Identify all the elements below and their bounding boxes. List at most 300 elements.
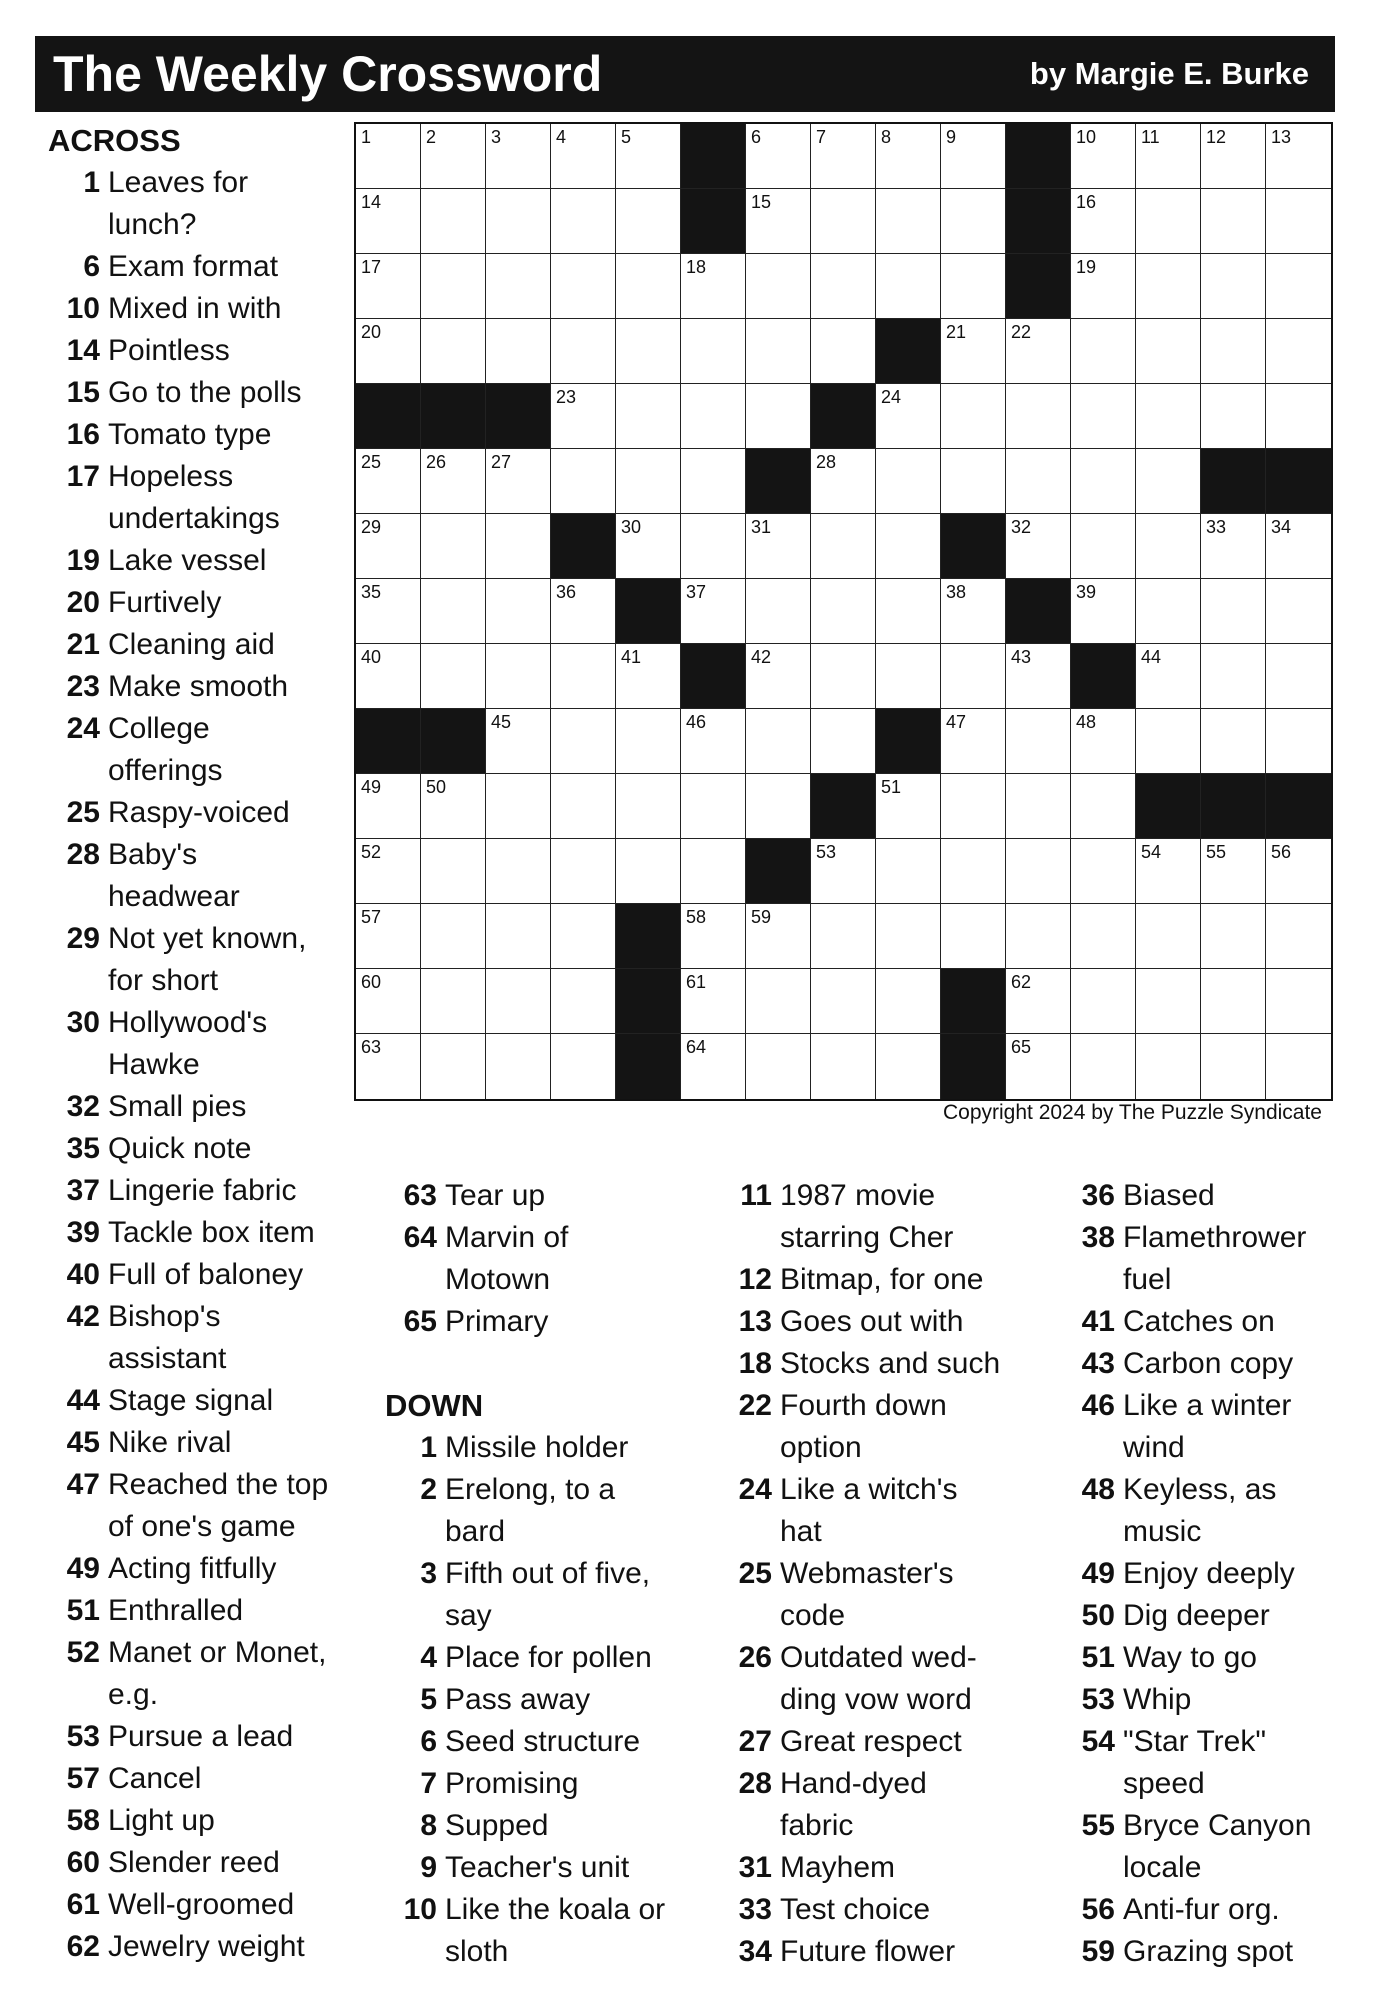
clue-line [48,1422,358,1464]
clue-column-2 [385,1175,705,1973]
black-square [616,1034,681,1099]
grid-cell[interactable] [551,254,616,319]
grid-cell[interactable] [1266,124,1331,189]
grid-cell[interactable] [551,644,616,709]
cell-number: 39 [1076,582,1097,602]
clue-number [48,750,108,792]
grid-cell[interactable] [1266,319,1331,384]
clue-text: Outdated wed- [780,1641,977,1674]
grid-cell[interactable] [746,254,811,319]
cell-number: 36 [556,582,577,602]
grid-cell[interactable] [941,839,1006,904]
clue-line [48,1002,358,1044]
clue-line [385,1427,705,1469]
cell-number: 31 [751,517,772,537]
grid-cell[interactable] [421,449,486,514]
grid-cell[interactable] [616,839,681,904]
grid-cell[interactable] [681,709,746,774]
grid-cell[interactable] [1006,774,1071,839]
clue-line [720,1889,1050,1931]
grid-cell[interactable] [1201,514,1266,579]
clue-number: 4 [420,1641,437,1674]
clue-number [1063,1763,1123,1805]
grid-cell[interactable] [1006,1034,1071,1099]
grid-cell[interactable] [356,514,421,579]
grid-cell[interactable] [681,904,746,969]
grid-cell[interactable] [1201,124,1266,189]
grid-cell[interactable] [421,514,486,579]
grid-cell[interactable] [356,644,421,709]
clue-number: 54 [1081,1725,1115,1758]
clue-text: fuel [1123,1263,1172,1296]
cell-number: 21 [946,322,967,342]
grid-cell[interactable] [1006,644,1071,709]
clue-text: e.g. [108,1678,159,1711]
cell-number: 52 [361,842,382,862]
grid-cell[interactable] [811,644,876,709]
clue-line [385,1679,705,1721]
grid-cell[interactable] [421,579,486,644]
clue-line [720,1511,1050,1553]
grid-cell[interactable] [551,579,616,644]
grid-cell[interactable] [551,449,616,514]
grid-cell[interactable] [746,384,811,449]
grid-cell[interactable] [486,254,551,319]
grid-cell[interactable] [811,969,876,1034]
grid-cell[interactable] [1266,514,1331,579]
grid-cell[interactable] [941,644,1006,709]
grid-cell[interactable] [421,124,486,189]
grid-cell[interactable] [876,1034,941,1099]
clue-text: Seed structure [445,1725,641,1758]
grid-cell[interactable] [616,644,681,709]
grid-cell[interactable] [1071,514,1136,579]
grid-cell[interactable] [1266,384,1331,449]
clue-number: 25 [66,796,100,829]
grid-cell[interactable] [876,189,941,254]
grid-cell[interactable] [551,904,616,969]
grid-cell[interactable] [1006,384,1071,449]
clue-line [48,1506,358,1548]
clue-text: Hawke [108,1048,200,1081]
grid-cell[interactable] [876,514,941,579]
clue-text: Erelong, to a [445,1473,616,1506]
grid-cell[interactable] [616,189,681,254]
grid-cell[interactable] [421,774,486,839]
grid-cell[interactable] [746,319,811,384]
grid-cell[interactable] [941,384,1006,449]
grid-cell[interactable] [746,579,811,644]
grid-cell[interactable] [1006,904,1071,969]
cell-number: 43 [1011,647,1032,667]
clue-line [48,162,358,204]
grid-cell[interactable] [811,1034,876,1099]
grid-cell[interactable] [1071,709,1136,774]
grid-cell[interactable] [356,124,421,189]
grid-cell[interactable] [486,709,551,774]
clue-line [385,1301,705,1343]
grid-cell[interactable] [356,189,421,254]
clue-text: Go to the polls [108,376,302,409]
grid-cell[interactable] [486,774,551,839]
grid-cell[interactable] [486,839,551,904]
grid-cell[interactable] [1201,904,1266,969]
grid-cell[interactable] [1266,254,1331,319]
clue-number: 64 [403,1221,437,1254]
clue-text: Webmaster's [780,1557,954,1590]
grid-cell[interactable] [1071,384,1136,449]
clue-line [48,540,358,582]
cell-number: 50 [426,777,447,797]
clue-text: Tear up [445,1179,546,1212]
grid-cell[interactable] [1071,124,1136,189]
grid-cell[interactable] [551,384,616,449]
grid-cell[interactable] [1266,839,1331,904]
clue-line [48,1170,358,1212]
clue-line [1063,1889,1363,1931]
grid-cell[interactable] [681,774,746,839]
cell-number: 65 [1011,1037,1032,1057]
clue-number: 39 [66,1216,100,1249]
grid-cell[interactable] [1266,904,1331,969]
grid-cell[interactable] [1071,904,1136,969]
grid-cell[interactable] [421,969,486,1034]
grid-cell[interactable] [746,969,811,1034]
black-square [1071,644,1136,709]
cell-number: 15 [751,192,772,212]
grid-cell[interactable] [876,124,941,189]
grid-cell[interactable] [1136,124,1201,189]
grid-cell[interactable] [486,189,551,254]
grid-cell[interactable] [876,449,941,514]
cell-number: 47 [946,712,967,732]
grid-cell[interactable] [551,709,616,774]
grid-cell[interactable] [876,969,941,1034]
black-square [421,709,486,774]
grid-cell[interactable] [876,839,941,904]
grid-cell[interactable] [681,449,746,514]
crossword-grid [354,122,1333,1101]
grid-cell[interactable] [811,839,876,904]
clue-number: 53 [66,1720,100,1753]
grid-cell[interactable] [941,254,1006,319]
grid-cell[interactable] [421,319,486,384]
grid-cell[interactable] [356,254,421,319]
grid-cell[interactable] [486,514,551,579]
grid-cell[interactable] [1201,644,1266,709]
grid-cell[interactable] [1266,709,1331,774]
grid-cell[interactable] [1071,969,1136,1034]
grid-cell[interactable] [616,709,681,774]
grid-cell[interactable] [356,1034,421,1099]
clue-line [48,666,358,708]
grid-cell[interactable] [1136,449,1201,514]
clue-number [720,1595,780,1637]
clue-text: Fourth down [780,1389,947,1422]
clue-number: 36 [1081,1179,1115,1212]
grid-cell[interactable] [616,319,681,384]
grid-cell[interactable] [941,189,1006,254]
grid-cell[interactable] [811,319,876,384]
grid-cell[interactable] [811,579,876,644]
clue-text: hat [780,1515,822,1548]
grid-cell[interactable] [1136,644,1201,709]
grid-cell[interactable] [1006,969,1071,1034]
clue-text: music [1123,1515,1202,1548]
grid-cell[interactable] [1201,709,1266,774]
grid-cell[interactable] [356,449,421,514]
grid-cell[interactable] [551,319,616,384]
grid-cell[interactable] [876,774,941,839]
grid-cell[interactable] [486,449,551,514]
grid-cell[interactable] [876,254,941,319]
clue-number: 29 [66,922,100,955]
grid-cell[interactable] [746,709,811,774]
clue-line [48,1548,358,1590]
clue-text: Bitmap, for one [780,1263,984,1296]
grid-cell[interactable] [1006,449,1071,514]
grid-cell[interactable] [681,319,746,384]
black-square [1006,189,1071,254]
cell-number: 57 [361,907,382,927]
cell-number: 35 [361,582,382,602]
cell-number: 59 [751,907,772,927]
clue-line [385,1805,705,1847]
grid-cell[interactable] [941,319,1006,384]
clue-text: Manet or Monet, [108,1636,327,1669]
grid-cell[interactable] [1136,189,1201,254]
clue-text: College [108,712,210,745]
grid-cell[interactable] [746,774,811,839]
grid-cell[interactable] [1071,319,1136,384]
down-heading: DOWN [385,1388,484,1423]
grid-cell[interactable] [876,384,941,449]
black-square [1266,449,1331,514]
grid-cell[interactable] [551,124,616,189]
grid-cell[interactable] [616,254,681,319]
grid-cell[interactable] [746,514,811,579]
grid-cell[interactable] [356,839,421,904]
grid-cell[interactable] [746,1034,811,1099]
black-square [616,579,681,644]
clue-number: 28 [738,1767,772,1800]
clue-column-3 [720,1175,1050,1973]
grid-cell[interactable] [811,709,876,774]
grid-cell[interactable] [681,514,746,579]
grid-cell[interactable] [356,969,421,1034]
grid-cell[interactable] [1071,254,1136,319]
grid-cell[interactable] [1071,839,1136,904]
grid-cell[interactable] [551,969,616,1034]
grid-cell[interactable] [616,124,681,189]
clue-text: Hopeless [108,460,234,493]
clue-line [720,1217,1050,1259]
grid-cell[interactable] [681,579,746,644]
grid-cell[interactable] [1136,254,1201,319]
grid-cell[interactable] [1136,969,1201,1034]
grid-cell[interactable] [616,514,681,579]
grid-cell[interactable] [486,124,551,189]
grid-cell[interactable] [1201,319,1266,384]
clue-number: 13 [738,1305,772,1338]
grid-cell[interactable] [1201,1034,1266,1099]
grid-cell[interactable] [1136,709,1201,774]
grid-cell[interactable] [616,449,681,514]
copyright-notice: Copyright 2024 by The Puzzle Syndicate [942,1101,1322,1124]
clue-line [48,918,358,960]
grid-cell[interactable] [1136,319,1201,384]
clue-text: 1987 movie [780,1179,936,1212]
grid-cell[interactable] [811,514,876,579]
grid-cell[interactable] [1201,839,1266,904]
clue-number: 12 [738,1263,772,1296]
grid-cell[interactable] [1071,189,1136,254]
grid-cell[interactable] [746,124,811,189]
clue-text: Goes out with [780,1305,964,1338]
grid-cell[interactable] [1006,319,1071,384]
grid-cell[interactable] [681,1034,746,1099]
grid-cell[interactable] [1201,189,1266,254]
grid-cell[interactable] [421,839,486,904]
grid-cell[interactable] [616,774,681,839]
clue-text: lunch? [108,208,197,241]
clue-line [48,1464,358,1506]
grid-cell[interactable] [811,904,876,969]
cell-number: 9 [946,127,957,147]
grid-cell[interactable] [941,124,1006,189]
grid-cell[interactable] [356,579,421,644]
grid-cell[interactable] [486,969,551,1034]
grid-cell[interactable] [1006,839,1071,904]
grid-cell[interactable] [1201,969,1266,1034]
clue-number [1063,1259,1123,1301]
clue-number: 49 [66,1552,100,1585]
grid-cell[interactable] [1266,644,1331,709]
clue-number [385,1511,445,1553]
clue-text: Nike rival [108,1426,232,1459]
grid-cell[interactable] [421,189,486,254]
grid-cell[interactable] [941,449,1006,514]
clue-text: Tackle box item [108,1216,315,1249]
grid-cell[interactable] [1071,774,1136,839]
clue-text: Way to go [1123,1641,1257,1674]
grid-cell[interactable] [746,644,811,709]
grid-cell[interactable] [616,384,681,449]
grid-cell[interactable] [551,1034,616,1099]
grid-cell[interactable] [1266,189,1331,254]
cell-number: 54 [1141,842,1162,862]
clue-line [385,1217,705,1259]
clue-number: 50 [1081,1599,1115,1632]
grid-cell[interactable] [1266,579,1331,644]
grid-cell[interactable] [1266,969,1331,1034]
grid-cell[interactable] [486,579,551,644]
clue-text: Small pies [108,1090,247,1123]
grid-cell[interactable] [551,839,616,904]
grid-cell[interactable] [941,579,1006,644]
grid-cell[interactable] [876,904,941,969]
cell-number: 20 [361,322,382,342]
clue-number: 18 [738,1347,772,1380]
grid-cell[interactable] [681,384,746,449]
grid-cell[interactable] [1071,449,1136,514]
grid-cell[interactable] [811,449,876,514]
grid-cell[interactable] [486,904,551,969]
grid-cell[interactable] [1201,254,1266,319]
clue-line [385,1721,705,1763]
clue-line [385,1259,705,1301]
grid-cell[interactable] [746,189,811,254]
clue-text: Catches on [1123,1305,1275,1338]
clue-line [48,1380,358,1422]
grid-cell[interactable] [551,774,616,839]
grid-cell[interactable] [1071,579,1136,644]
grid-cell[interactable] [941,774,1006,839]
grid-cell[interactable] [1136,904,1201,969]
grid-cell[interactable] [1201,579,1266,644]
grid-cell[interactable] [811,189,876,254]
grid-cell[interactable] [681,969,746,1034]
grid-cell[interactable] [356,319,421,384]
clue-text: Primary [445,1305,549,1338]
grid-cell[interactable] [421,254,486,319]
grid-cell[interactable] [1006,709,1071,774]
grid-cell[interactable] [876,644,941,709]
grid-cell[interactable] [811,124,876,189]
grid-cell[interactable] [811,254,876,319]
grid-cell[interactable] [1071,1034,1136,1099]
clue-text: Exam format [108,250,279,283]
grid-cell[interactable] [421,904,486,969]
grid-cell[interactable] [1136,384,1201,449]
grid-cell[interactable] [681,839,746,904]
grid-cell[interactable] [681,254,746,319]
clue-number: 22 [738,1389,772,1422]
cell-number: 5 [621,127,632,147]
grid-cell[interactable] [486,644,551,709]
clue-line [720,1553,1050,1595]
grid-cell[interactable] [356,774,421,839]
black-square [681,189,746,254]
clue-number [48,1506,108,1548]
grid-cell[interactable] [421,644,486,709]
grid-cell[interactable] [941,904,1006,969]
clue-text: Flamethrower [1123,1221,1307,1254]
grid-cell[interactable] [1006,514,1071,579]
clue-text: Not yet known, [108,922,307,955]
clue-line [720,1595,1050,1637]
clue-line [385,1889,705,1931]
grid-cell[interactable] [876,579,941,644]
grid-cell[interactable] [746,904,811,969]
grid-cell[interactable] [1201,384,1266,449]
grid-cell[interactable] [421,1034,486,1099]
grid-cell[interactable] [1136,514,1201,579]
grid-cell[interactable] [941,709,1006,774]
grid-cell[interactable] [486,1034,551,1099]
clue-line [48,1926,358,1968]
grid-cell[interactable] [551,189,616,254]
grid-cell[interactable] [1266,1034,1331,1099]
clue-line [1063,1931,1363,1973]
clue-number [1063,1427,1123,1469]
cell-number: 26 [426,452,447,472]
grid-cell[interactable] [1136,1034,1201,1099]
grid-cell[interactable] [356,904,421,969]
grid-cell[interactable] [1136,839,1201,904]
grid-cell[interactable] [486,319,551,384]
grid-cell[interactable] [1136,579,1201,644]
